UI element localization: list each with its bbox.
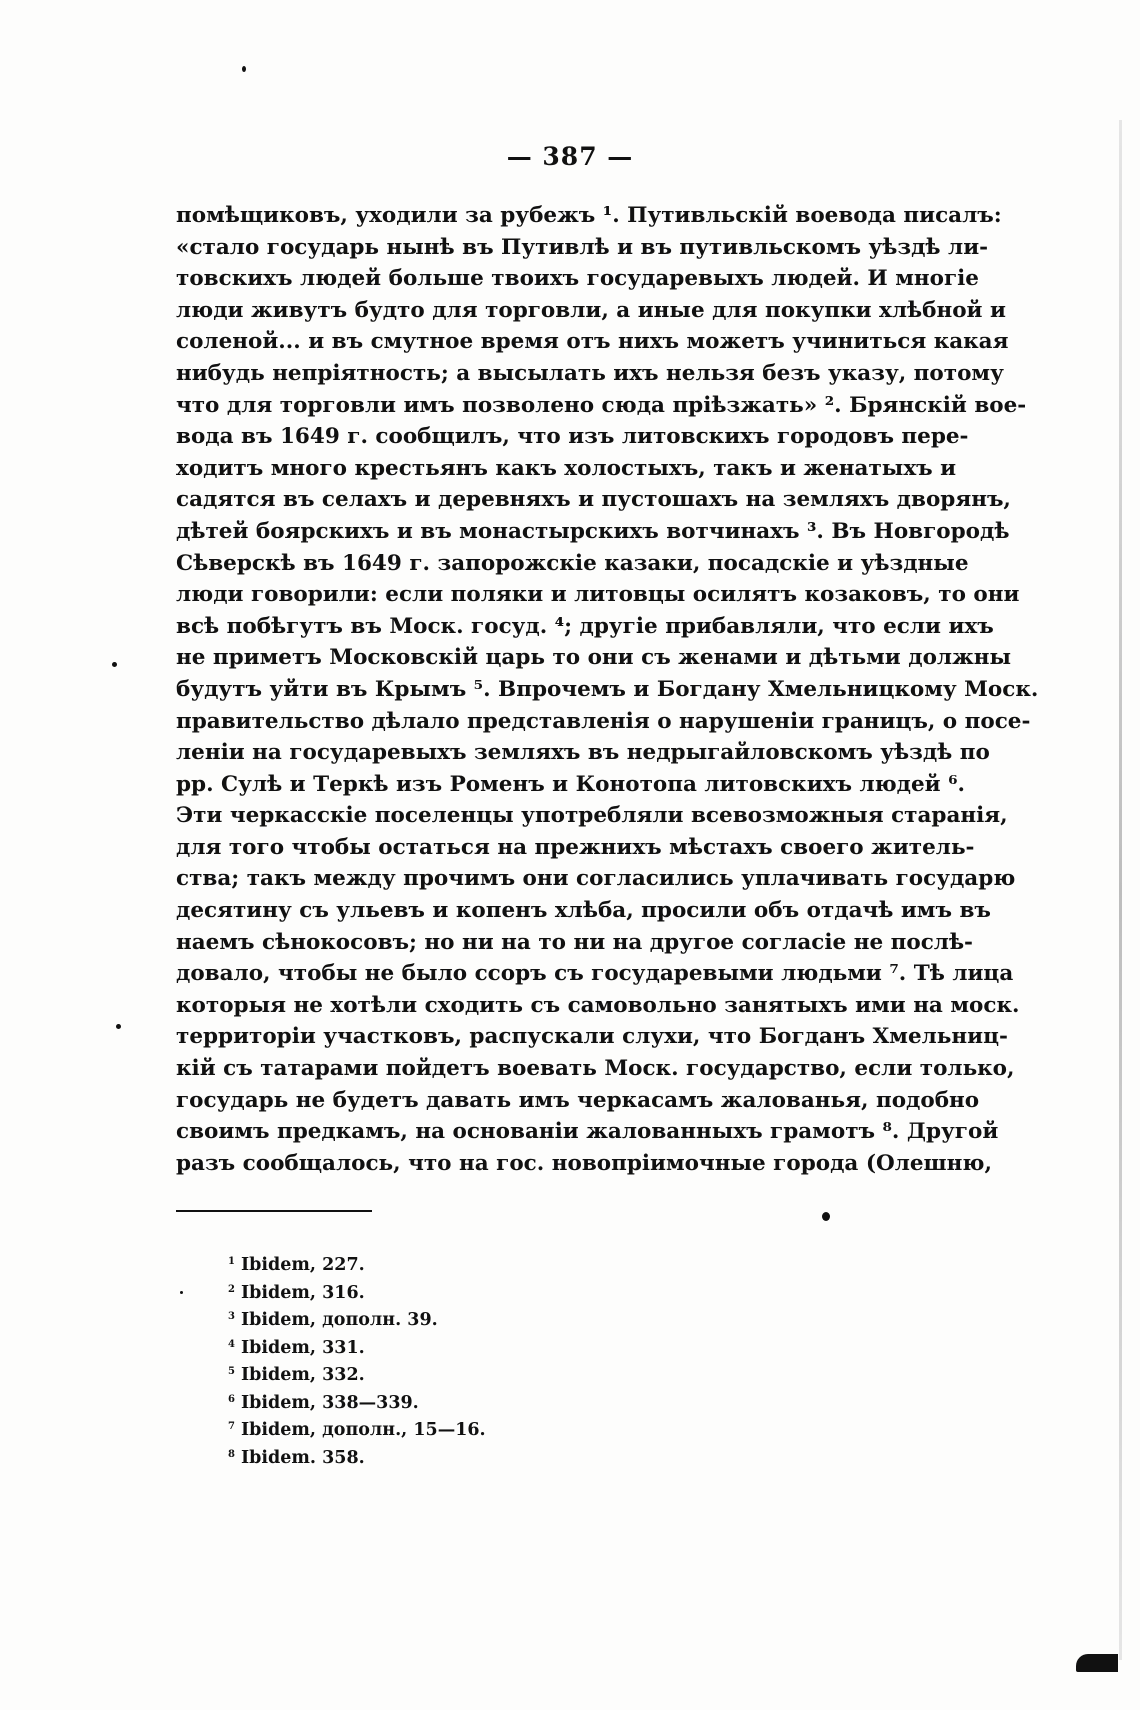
page-number: — 387 — xyxy=(506,142,634,171)
text-line: люди живутъ будто для торговли, а иные для покупки хлѣбной и xyxy=(176,297,1006,323)
body-text xyxy=(176,200,1039,1179)
text-line: нибудь непріятность; а высылать ихъ нельзя безъ указу, потому xyxy=(176,360,1004,386)
text-line: довало, чтобы не было ссоръ съ государевыми людьми ⁷. Тѣ лица xyxy=(176,961,1014,987)
footnote xyxy=(228,1303,628,1331)
footnote-mark: 3 xyxy=(228,1311,235,1322)
text-line: люди говорили: если поляки и литовцы осилятъ козаковъ, то они xyxy=(176,582,1020,608)
footnote-text: Ibidem, 338—339. xyxy=(240,1392,419,1413)
footnote-text: Ibidem, 332. xyxy=(240,1365,365,1385)
text-line: леніи на государевыхъ земляхъ въ недрыгайловскомъ уѣздѣ по xyxy=(176,740,990,766)
footnote-mark: 4 xyxy=(228,1338,235,1350)
text-line: правительство дѣлало представленія о нарушеніи границъ, о посе- xyxy=(176,708,1031,734)
footnote xyxy=(228,1386,628,1414)
scan-speck xyxy=(116,1024,121,1029)
footnote-mark: 2 xyxy=(228,1283,235,1295)
scan-speck xyxy=(112,662,117,667)
footnote xyxy=(228,1358,628,1386)
text-line: что для торговли имъ позволено сюда пріѣзжать» ². Брянскій вое- xyxy=(176,392,1027,418)
scan-speck xyxy=(242,66,246,72)
footnote-text: Ibidem, 227. xyxy=(240,1255,365,1275)
footnote xyxy=(228,1331,628,1359)
footnote-text: Ibidem, 316. xyxy=(240,1282,365,1303)
text-line: не приметъ Московскій царь то они съ женами и дѣтьми должны xyxy=(176,645,1012,671)
text-line: своимъ предкамъ, на основаніи жалованныхъ грамотъ ⁸. Другой xyxy=(176,1119,999,1145)
page-edge-shadow xyxy=(1119,120,1122,1660)
footnote-mark: 5 xyxy=(228,1366,235,1377)
footnote-text: Ibidem, дополн. 39. xyxy=(240,1310,438,1330)
footnote-text: Ibidem. 358. xyxy=(240,1447,365,1468)
footnote-mark: 6 xyxy=(228,1393,235,1405)
footnotes xyxy=(228,1248,628,1468)
footnote-mark: 8 xyxy=(228,1448,235,1460)
text-line: садятся въ селахъ и деревняхъ и пустошахъ на земляхъ дворянъ, xyxy=(176,487,1011,513)
footnote xyxy=(228,1276,628,1304)
text-line: будутъ уйти въ Крымъ ⁵. Впрочемъ и Богдану Хмельницкому Моск. xyxy=(176,676,1039,702)
footnote-mark: 1 xyxy=(228,1256,235,1267)
footnote xyxy=(228,1441,628,1469)
text-line: Эти черкасскіе поселенцы употребляли всевозможныя старанія, xyxy=(176,803,1008,829)
text-line: десятину съ ульевъ и копенъ хлѣба, просили объ отдачѣ имъ въ xyxy=(176,898,991,924)
text-line: наемъ сѣнокосовъ; но ни на то ни на другое согласіе не послѣ- xyxy=(176,929,973,955)
text-line: ходитъ много крестьянъ какъ холостыхъ, такъ и женатыхъ и xyxy=(176,455,957,481)
footnote-text: Ibidem, 331. xyxy=(240,1337,365,1358)
footnote xyxy=(228,1248,628,1276)
scan-speck xyxy=(822,1212,830,1221)
footnote-text: Ibidem, дополн., 15—16. xyxy=(240,1420,486,1440)
text-line: Сѣверскѣ въ 1649 г. запорожскіе казаки, посадскіе и уѣздные xyxy=(176,550,969,576)
footnote-separator xyxy=(176,1210,372,1212)
text-line: дѣтей боярскихъ и въ монастырскихъ вотчинахъ ³. Въ Новгородѣ xyxy=(176,518,1010,544)
text-line: территоріи участковъ, распускали слухи, что Богданъ Хмельниц- xyxy=(176,1024,1008,1050)
text-line: ства; такъ между прочимъ они согласились уплачивать государю xyxy=(176,866,1016,892)
text-line: вода въ 1649 г. сообщилъ, что изъ литовскихъ городовъ пере- xyxy=(176,424,969,450)
text-line: помѣщиковъ, уходили за рубежъ ¹. Путивльскій воевода писалъ: xyxy=(176,203,1002,228)
text-line: разъ сообщалось, что на гос. новопріимочные города (Олешню, xyxy=(176,1150,992,1176)
text-line: соленой... и въ смутное время отъ нихъ можетъ учиниться какая xyxy=(176,329,1009,355)
text-line: рр. Сулѣ и Теркѣ изъ Роменъ и Конотопа литовскихъ людей ⁶. xyxy=(176,771,966,797)
text-line: для того чтобы остаться на прежнихъ мѣстахъ своего житель- xyxy=(176,834,975,860)
text-line: «стало государь нынѣ въ Путивлѣ и въ путивльскомъ уѣздѣ ли- xyxy=(176,234,989,260)
footnote xyxy=(228,1413,628,1441)
text-line: которыя не хотѣли сходить съ самовольно занятыхъ ими на моск. xyxy=(176,992,1020,1018)
scan-speck xyxy=(180,1291,183,1294)
scan-corner-mark xyxy=(1076,1654,1118,1672)
text-line: кій съ татарами пойдетъ воевать Моск. государство, если только, xyxy=(176,1056,1015,1082)
text-line: государь не будетъ давать имъ черкасамъ жалованья, подобно xyxy=(176,1087,980,1113)
text-line: всѣ побѣгутъ въ Моск. госуд. ⁴; другіе прибавляли, что если ихъ xyxy=(176,613,994,639)
text-line: товскихъ людей больше твоихъ государевыхъ людей. И многіе xyxy=(176,266,979,292)
footnote-mark: 7 xyxy=(228,1421,235,1432)
